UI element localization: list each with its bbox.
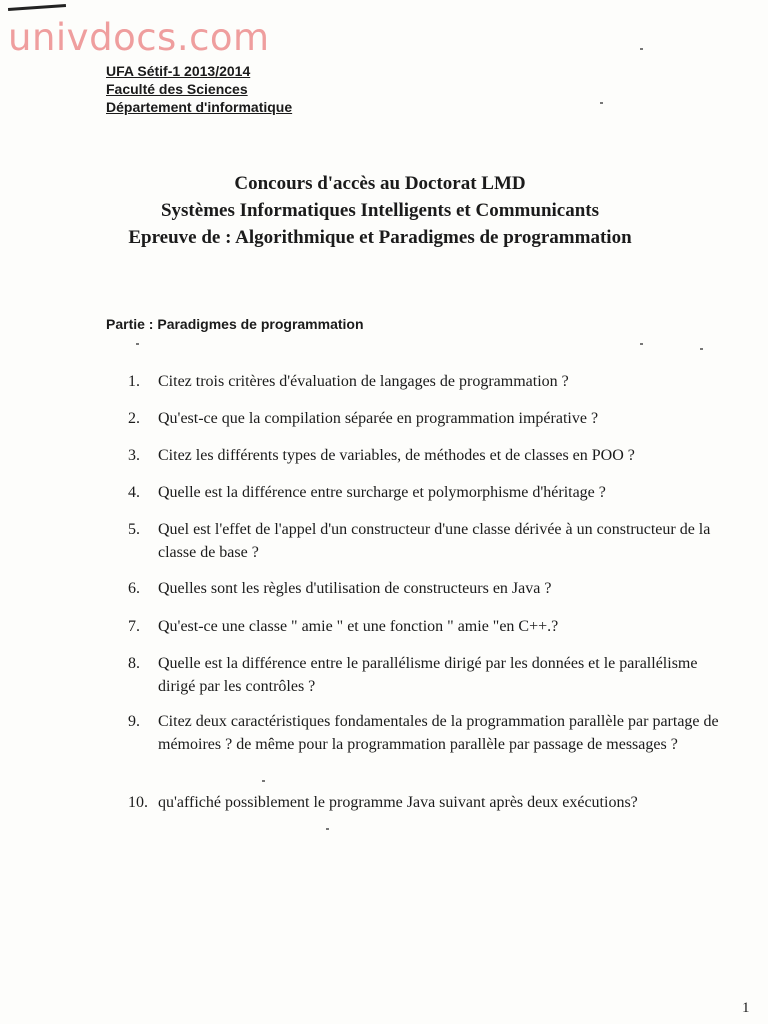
question-item [128, 407, 748, 430]
scan-speck [326, 828, 329, 830]
title-line-1: Concours d'accès au Doctorat LMD [234, 173, 526, 194]
title-line-2: Systèmes Informatiques Intelligents et Communicants [160, 200, 600, 221]
header-university: UFA Sétif-1 2013/2014 [106, 63, 251, 79]
scan-speck [136, 343, 139, 345]
question-item [128, 577, 748, 600]
scan-speck [600, 102, 603, 104]
institution-header [106, 62, 292, 116]
question-item [128, 518, 720, 564]
question-item [128, 652, 718, 698]
question-text: Quelle est la différence entre surcharge et polymorphisme d'héritage ? [158, 484, 606, 501]
title-line-3: Epreuve de : Algorithmique et Paradigmes de programmation [128, 227, 632, 248]
question-item [128, 370, 748, 393]
question-item [128, 710, 748, 756]
question-text: Qu'est-ce que la compilation séparée en programmation impérative ? [158, 410, 599, 427]
question-number: 7. [128, 618, 140, 635]
exam-title [100, 170, 660, 251]
question-number: 9. [128, 713, 140, 730]
question-number: 3. [128, 447, 140, 464]
question-item [128, 791, 678, 814]
watermark: univdocs.com [8, 16, 270, 59]
question-number: 6. [128, 580, 140, 597]
question-text: Quel est l'effet de l'appel d'un constructeur d'une classe dérivée à un constructeur de la classe de base ? [158, 521, 711, 561]
question-text: Quelle est la différence entre le parallélisme dirigé par les données et le parallélisme dirigé par les contrôles ? [158, 655, 698, 695]
question-text: Quelles sont les règles d'utilisation de constructeurs en Java ? [158, 580, 552, 597]
question-text: Citez les différents types de variables, de méthodes et de classes en POO ? [158, 447, 635, 464]
question-item [128, 481, 748, 504]
question-number: 1. [128, 373, 140, 390]
page-number: 1 [742, 1000, 750, 1016]
scan-mark [8, 4, 66, 11]
scan-speck [640, 48, 643, 50]
question-item [128, 444, 748, 467]
question-number: 8. [128, 655, 140, 672]
question-text: Qu'est-ce une classe " amie " et une fonction " amie "en C++.? [158, 618, 559, 635]
question-number: 4. [128, 484, 140, 501]
scan-speck [700, 348, 703, 350]
scan-speck [262, 780, 265, 782]
question-text: qu'affiché possiblement le programme Java suivant après deux exécutions? [158, 794, 638, 811]
question-number: 2. [128, 410, 140, 427]
header-department: Département d'informatique [106, 99, 293, 115]
question-text: Citez deux caractéristiques fondamentales de la programmation parallèle par partage de mémoires ? de même pour la programmation parallèle par passage de messages ? [158, 713, 719, 753]
question-item [128, 615, 748, 638]
question-number: 5. [128, 521, 140, 538]
question-text: Citez trois critères d'évaluation de langages de programmation ? [158, 373, 569, 390]
scan-speck [640, 343, 643, 345]
section-heading: Partie : Paradigmes de programmation [106, 316, 364, 332]
question-number: 10. [128, 794, 148, 811]
header-faculty: Faculté des Sciences [106, 81, 248, 97]
